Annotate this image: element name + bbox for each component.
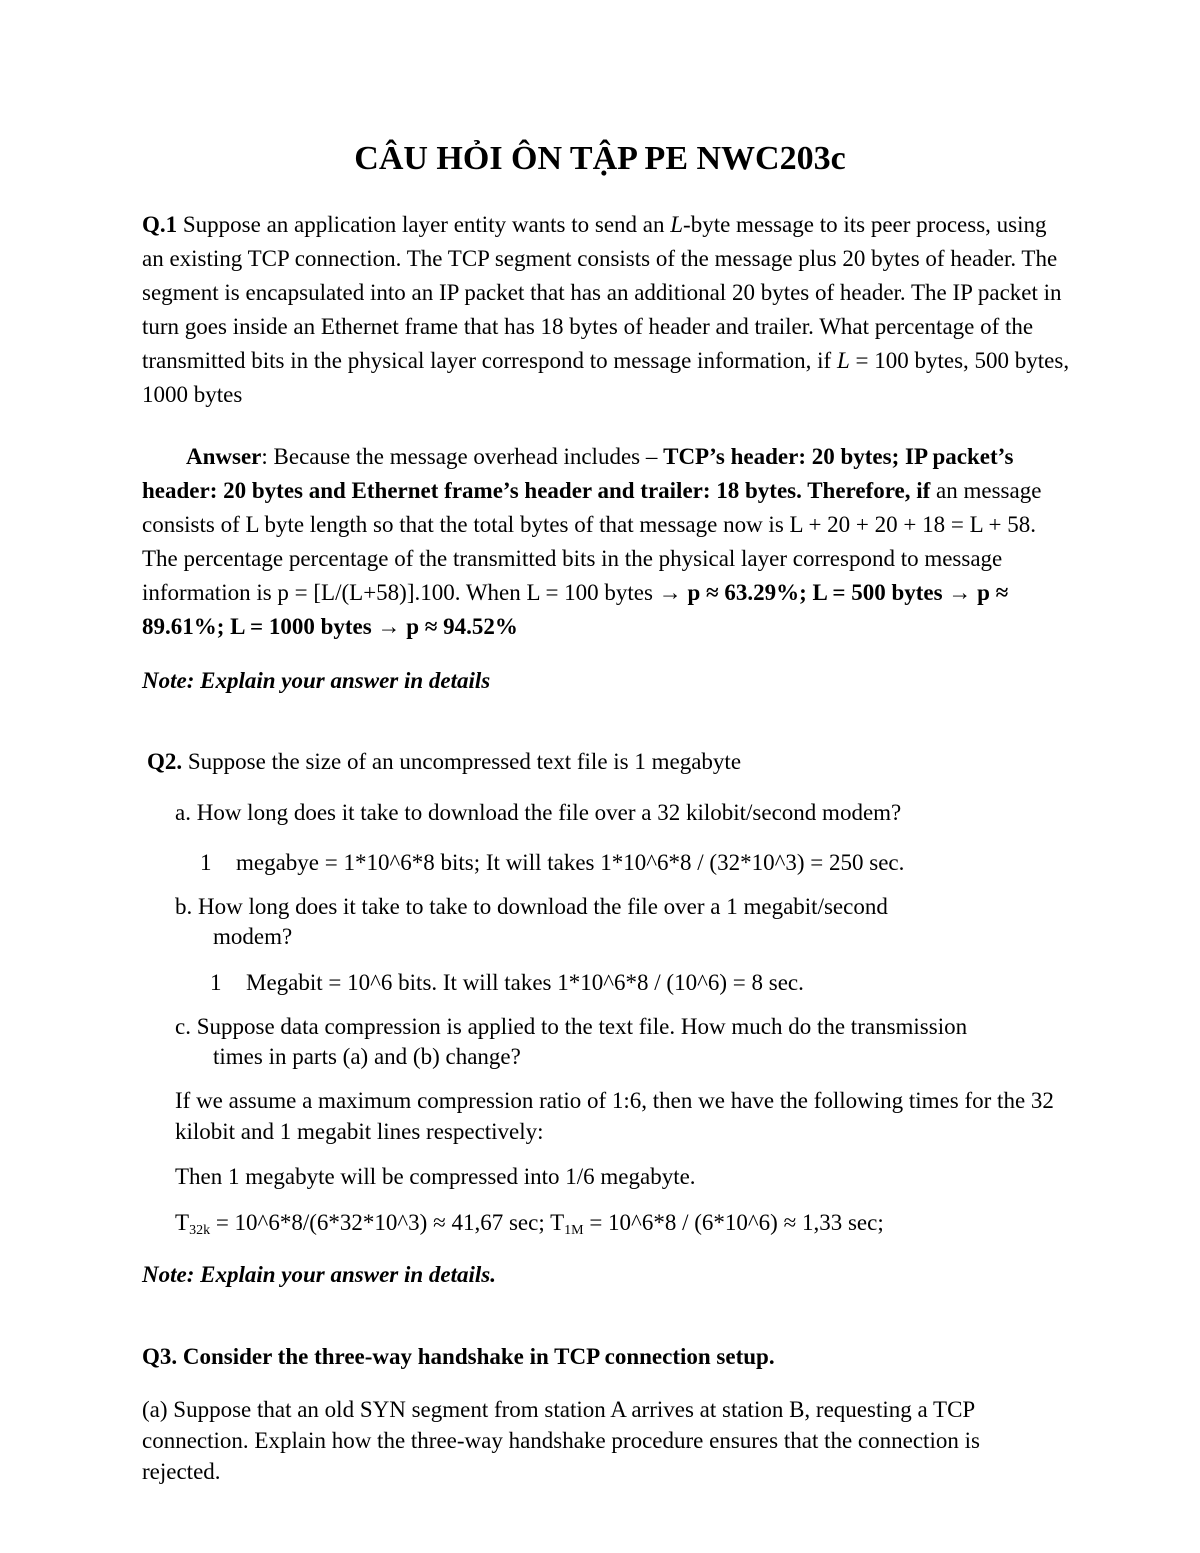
document-title: CÂU HỎI ÔN TẬP PE NWC203c bbox=[354, 140, 846, 177]
answer-1-text-part1: : Because the message overhead includes – bbox=[261, 444, 664, 469]
question-1-text-part1: Suppose an application layer entity wants to send an bbox=[177, 212, 671, 237]
formula-t32k-subscript: 32k bbox=[189, 1223, 211, 1238]
answer-1-text-part2: an message consists of L byte length so that the total bytes of that message now is L + 20 + 20 + 18 = L + 58. The percentage percentage of the transmitted bits in the physical layer correspond to message information is p = [L/(L+58)].100. When L = 100 bytes bbox=[142, 478, 1042, 605]
answer-2c-text1: If we assume a maximum compression ratio of 1:6, then we have the following times for the 32 kilobit and 1 megabit lines respectively: bbox=[175, 1088, 1054, 1144]
note-1: Note: Explain your answer in details bbox=[142, 668, 491, 693]
question-1-label: Q.1 bbox=[142, 212, 178, 237]
question-1-variable-l-2: L bbox=[836, 348, 850, 373]
answer-2a-number: 1 bbox=[200, 850, 212, 875]
question-2a: a. How long does it take to download the file over a 32 kilobit/second modem? bbox=[175, 800, 902, 825]
answer-1-bold-part2: p ≈ 63.29%; L = 500 bytes bbox=[681, 580, 949, 605]
formula-t32k-value: = 10^6*8/(6*32*10^3) ≈ 41,67 sec bbox=[210, 1210, 539, 1235]
question-3a: (a) Suppose that an old SYN segment from station A arrives at station B, requesting a TCP connection. Explain how the three-way handshake procedure ensures that the connection is rejected. bbox=[142, 1397, 980, 1484]
answer-2b bbox=[210, 966, 1070, 1000]
formula-end: ; bbox=[877, 1210, 884, 1235]
arrow-icon: → bbox=[377, 614, 401, 639]
answer-2c-formula bbox=[175, 1206, 1055, 1248]
answer-2a bbox=[200, 846, 1060, 880]
formula-t1m-value: = 10^6*8 / (6*10^6) ≈ 1,33 sec bbox=[583, 1210, 878, 1235]
question-1-text-part3: = 100 bytes, 500 bytes, 1000 bytes bbox=[142, 348, 1070, 407]
answer-1 bbox=[142, 440, 1072, 644]
arrow-icon: → bbox=[948, 580, 972, 605]
answer-2b-number: 1 bbox=[210, 970, 222, 995]
question-2 bbox=[147, 745, 1077, 779]
question-3-heading: Q3. Consider the three-way handshake in TCP connection setup. bbox=[142, 1344, 775, 1369]
formula-t1m-symbol: T bbox=[550, 1210, 565, 1235]
question-2b-line2: modem? bbox=[213, 924, 293, 949]
formula-t32k-symbol: T bbox=[175, 1210, 190, 1235]
question-1-text-part2: -byte message to its peer process, using an existing TCP connection. The TCP segment consists of the message plus 20 bytes of header. The segment is encapsulated into an IP packet that has an additional 20 bytes of header. The IP packet in turn goes inside an Ethernet frame that has 18 bytes of header and trailer. What percentage of the transmitted bits in the physical layer correspond to message information, if bbox=[142, 212, 1062, 373]
note-2: Note: Explain your answer in details. bbox=[142, 1262, 496, 1287]
answer-1-bold-part3: p ≈ 89.61%; L = 1000 bytes bbox=[142, 580, 1009, 639]
question-2b-line1: b. How long does it take to take to download the file over a 1 megabit/second bbox=[175, 894, 888, 919]
question-2-text: Suppose the size of an uncompressed text file is 1 megabyte bbox=[182, 749, 742, 774]
formula-separator: ; bbox=[538, 1210, 551, 1235]
question-2c-line2: times in parts (a) and (b) change? bbox=[213, 1044, 521, 1069]
question-2c-line1: c. Suppose data compression is applied to the text file. How much do the transmission bbox=[175, 1014, 968, 1039]
answer-2b-text: Megabit = 10^6 bits. It will takes 1*10^6*8 / (10^6) = 8 sec. bbox=[246, 970, 804, 995]
question-2-label: Q2. bbox=[147, 749, 183, 774]
formula-t1m-subscript: 1M bbox=[564, 1223, 584, 1238]
answer-1-label: Anwser bbox=[186, 444, 262, 469]
answer-1-bold-part1: TCP’s header: 20 bytes; IP packet’s header: 20 bytes and Ethernet frame’s header and trailer: 18 bytes. Therefore, if bbox=[142, 444, 1014, 503]
answer-2c-text2: Then 1 megabyte will be compressed into 1/6 megabyte. bbox=[175, 1164, 696, 1189]
arrow-icon: → bbox=[658, 580, 682, 605]
question-2b bbox=[175, 892, 1015, 952]
answer-1-bold-part4: p ≈ 94.52% bbox=[400, 614, 518, 639]
question-1 bbox=[142, 208, 1072, 412]
question-2c bbox=[175, 1012, 1065, 1072]
question-1-variable-l: L bbox=[670, 212, 684, 237]
answer-2a-text: megabye = 1*10^6*8 bits; It will takes 1*10^6*8 / (32*10^3) = 250 sec. bbox=[236, 850, 905, 875]
